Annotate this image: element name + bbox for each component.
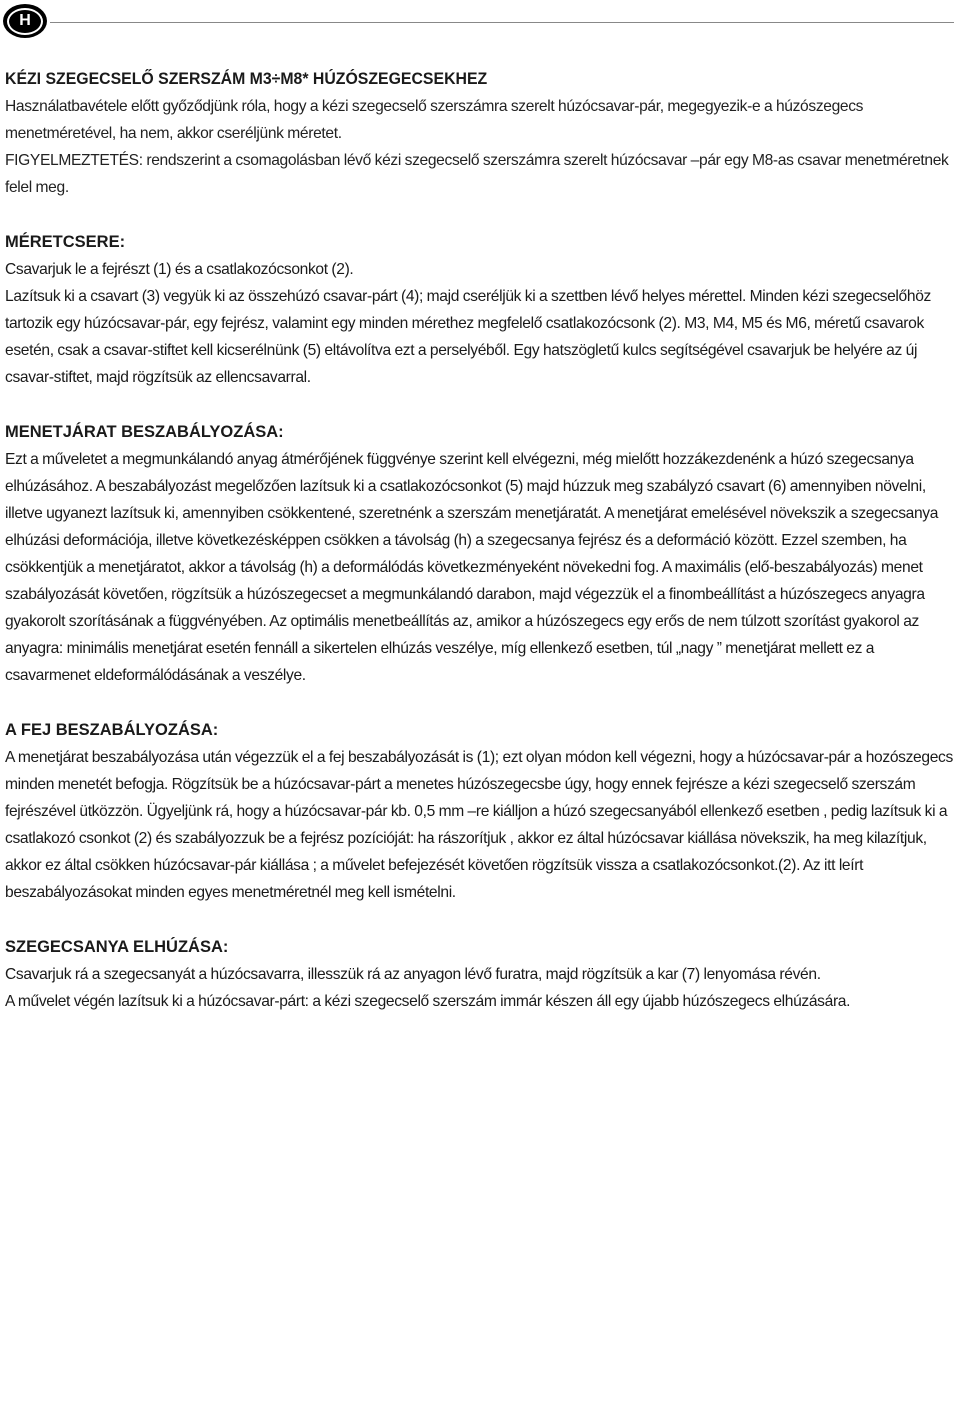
spacer — [5, 391, 953, 419]
main-warning-paragraph: FIGYELMEZTETÉS: rendszerint a csomagolásban lévő kézi szegecselő szerszámra szerelt húzócsavar –pár egy M8-as csavar menetméretnek felel meg. — [5, 152, 949, 196]
meretcsere-paragraph-1: Csavarjuk le a fejrészt (1) és a csatlakozócsonkot (2). — [5, 261, 354, 278]
language-badge-letter: H — [7, 8, 43, 35]
elhuzas-title: SZEGECSANYA ELHÚZÁSA: — [5, 938, 229, 956]
section-menetjarat — [5, 419, 953, 689]
section-main — [5, 66, 953, 201]
section-meretcsere — [5, 229, 953, 391]
section-elhuzas — [5, 934, 953, 1015]
menetjarat-paragraph-1: Ezt a műveletet a megmunkálandó anyag átmérőjének függvénye szerint kell elvégezni, még mielőtt hozzákezdenénk a húzó szegecsanya elhúzásához. A beszabályozást megelőzően lazítsuk ki a csatlakozócsonkot (5) majd húzzuk meg szabályzó csavart (6) amennyiben növelni, illetve ugyanezt lazítsuk ki, amennyiben csökkentené, szeretnénk a szerszám menetjáratát. A menetjárat emelésével növekszik a szegecsanya elhúzási deformációja, illetve következésképpen csökken a távolság (h) a szegecsanya fejrész és a deformáció között. Ezzel szemben, ha csökkentjük a menetjáratot, akkor a távolság (h) a deformálódás következményeként növekedni fog. A maximális (elő-beszabályozás) menet szabályozását követően, rögzítsük a húzószegecset a megmunkálandó darabon, majd végezzük el a finombeállítást a húzószegecs anyagra gyakorolt szorításának a függvényében. Az optimális menetbeállítás az, amikor a húzószegecs egy erős de nem túlzott szorítást gyakorol az anyagra: minimális menetjárat esetén fennáll a sikertelen elhúzás veszélye, míg ellenkező esetben, túl „nagy ” menetjárat mellett ez a csavarmenet eldeformálódásának a veszélye. — [5, 451, 939, 684]
section-fej — [5, 717, 953, 906]
spacer — [5, 201, 953, 229]
meretcsere-paragraph-2: Lazítsuk ki a csavart (3) vegyük ki az összehúzó csavar-párt (4); majd cseréljük ki a szettben lévő helyes mérettel. Minden kézi szegecselőhöz tartozik egy húzócsavar-pár, egy fejrész, valamint egy minden mérethez megfelelő csatlakozócsonk (2). M3, M4, M5 és M6, méretű csavarok esetén, csak a csavar-stiftet kell kicserélnünk (5) eltávolítva ezt a perselyéből. Egy hatszögletű kulcs segítségével csavarjuk be helyére az új csavar-stiftet, majd rögzítsük az ellencsavarral. — [5, 288, 931, 386]
main-paragraph-1: Használatbavétele előtt győződjünk róla, hogy a kézi szegecselő szerszámra szerelt húzócsavar-pár, megegyezik-e a húzószegecs menetméretével, ha nem, akkor cseréljünk méretet. — [5, 98, 864, 142]
header-rule — [50, 22, 954, 23]
language-badge — [3, 4, 47, 38]
elhuzas-paragraph-2: A művelet végén lazítsuk ki a húzócsavar-párt: a kézi szegecselő szerszám immár készen áll egy újabb húzószegecs elhúzására. — [5, 993, 851, 1010]
fej-title: A FEJ BESZABÁLYOZÁSA: — [5, 721, 219, 739]
main-title: KÉZI SZEGECSELŐ SZERSZÁM M3÷M8* HÚZÓSZEGECSEKHEZ — [5, 70, 488, 88]
elhuzas-paragraph-1: Csavarjuk rá a szegecsanyát a húzócsavarra, illesszük rá az anyagon lévő furatra, majd rögzítsük a kar (7) lenyomása révén. — [5, 966, 821, 983]
meretcsere-title: MÉRETCSERE: — [5, 233, 126, 251]
menetjarat-title: MENETJÁRAT BESZABÁLYOZÁSA: — [5, 423, 284, 441]
page-header — [0, 0, 960, 46]
spacer — [5, 906, 953, 934]
fej-paragraph-1: A menetjárat beszabályozása után végezzük el a fej beszabályozását is (1); ezt olyan módon kell végezni, hogy a húzócsavar-pár a hozószegecs minden menetét befogja. Rögzítsük be a húzócsavar-párt a menetes húzószegecsbe úgy, hogy ennek fejrésze a kézi szegecselő szerszám fejrészével ütközzön. Ügyeljünk rá, hogy a húzócsavar-pár kb. 0,5 mm –re kiálljon a húzó szegecsanyából ellenkező esetben , pedig lazítsuk ki a csatlakozó csonkot (2) és szabályozzuk be a fejrész pozícióját: ha rászorítjuk , akkor ez által húzócsavar kiállása növekszik, ha meg kilazítjuk, akkor ez által csökken húzócsavar-pár kiállása ; a művelet befejezését követően rögzítsük vissza a csatlakozócsonkot.(2). Az itt leírt beszabályozásokat minden egyes menetméretnél meg kell ismételni. — [5, 749, 953, 901]
document-body — [5, 66, 953, 1015]
spacer — [5, 689, 953, 717]
